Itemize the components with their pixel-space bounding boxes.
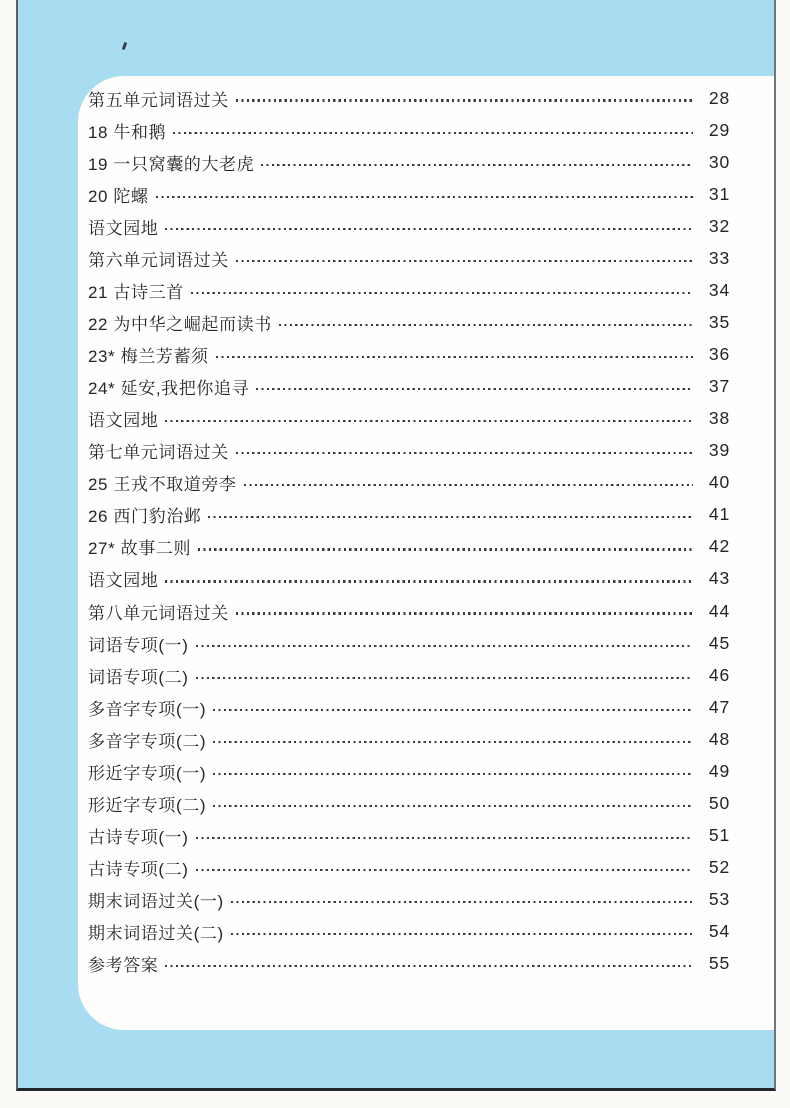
toc-entry-page-number: 37 <box>708 376 730 397</box>
toc-entry-page-number: 32 <box>708 215 730 236</box>
toc-entry <box>88 371 730 403</box>
dot-leader <box>196 645 693 647</box>
dot-leader <box>216 356 693 358</box>
dot-leader <box>156 196 693 198</box>
toc-entry-title: 25 王戎不取道旁李 <box>88 475 237 495</box>
toc-entry-title: 古诗专项(一) <box>88 827 189 847</box>
toc-entry-page-number: 35 <box>708 311 730 332</box>
toc-entry <box>88 691 730 723</box>
toc-entry-title: 21 古诗三首 <box>88 282 184 302</box>
toc-entry-title: 26 西门豹治邺 <box>88 507 202 527</box>
table-of-contents <box>88 82 730 980</box>
dot-leader <box>236 260 693 262</box>
toc-entry-title: 语文园地 <box>88 218 159 238</box>
dot-leader <box>196 677 693 679</box>
toc-entry <box>88 435 730 467</box>
toc-entry <box>88 916 730 948</box>
toc-entry <box>88 723 730 755</box>
dot-leader <box>231 901 693 903</box>
toc-entry <box>88 627 730 659</box>
toc-entry <box>88 306 730 338</box>
toc-entry-page-number: 48 <box>708 728 730 749</box>
toc-entry <box>88 146 730 178</box>
dot-leader <box>213 805 693 807</box>
toc-entry-page-number: 51 <box>708 824 730 845</box>
dot-leader <box>213 709 693 711</box>
toc-entry-page-number: 45 <box>708 632 730 653</box>
dot-leader <box>196 837 693 839</box>
toc-entry-page-number: 43 <box>708 568 730 589</box>
toc-entry-title: 第五单元词语过关 <box>88 90 229 110</box>
toc-entry <box>88 948 730 980</box>
toc-entry <box>88 755 730 787</box>
cover-speck-mark <box>122 42 128 51</box>
toc-entry-title: 第六单元词语过关 <box>88 250 229 270</box>
dot-leader <box>173 132 693 134</box>
dot-leader <box>191 292 693 294</box>
dot-leader <box>165 228 693 230</box>
dot-leader <box>231 933 693 935</box>
toc-entry-page-number: 39 <box>708 440 730 461</box>
toc-entry-page-number: 29 <box>708 119 730 140</box>
dot-leader <box>244 484 693 486</box>
toc-entry-title: 期末词语过关(二) <box>88 924 224 944</box>
toc-entry <box>88 210 730 242</box>
toc-entry-page-number: 53 <box>708 889 730 910</box>
toc-entry-title: 第七单元词语过关 <box>88 443 229 463</box>
toc-entry-page-number: 28 <box>708 87 730 108</box>
toc-entry-page-number: 50 <box>708 792 730 813</box>
toc-entry-title: 第八单元词语过关 <box>88 603 229 623</box>
dot-leader <box>196 869 693 871</box>
toc-entry <box>88 787 730 819</box>
dot-leader <box>198 548 693 550</box>
dot-leader <box>261 164 693 166</box>
dot-leader <box>236 452 693 454</box>
toc-entry-title: 20 陀螺 <box>88 186 149 206</box>
toc-entry-title: 期末词语过关(一) <box>88 892 224 912</box>
dot-leader <box>165 580 693 582</box>
toc-entry <box>88 467 730 499</box>
toc-entry-page-number: 34 <box>708 279 730 300</box>
toc-entry <box>88 499 730 531</box>
dot-leader <box>256 388 693 390</box>
toc-page <box>78 76 774 1030</box>
toc-entry-title: 词语专项(一) <box>88 635 189 655</box>
toc-entry-title: 古诗专项(二) <box>88 860 189 880</box>
toc-entry-page-number: 33 <box>708 247 730 268</box>
dot-leader <box>165 420 693 422</box>
toc-entry-title: 18 牛和鹅 <box>88 122 167 142</box>
toc-entry <box>88 339 730 371</box>
toc-entry <box>88 531 730 563</box>
toc-entry <box>88 595 730 627</box>
toc-entry-page-number: 44 <box>708 600 730 621</box>
toc-entry-page-number: 54 <box>708 921 730 942</box>
dot-leader <box>165 965 693 967</box>
toc-entry <box>88 82 730 114</box>
dot-leader <box>279 324 693 326</box>
toc-entry <box>88 884 730 916</box>
toc-entry-title: 27* 故事二则 <box>88 539 192 559</box>
toc-entry-page-number: 31 <box>708 183 730 204</box>
toc-entry-title: 语文园地 <box>88 411 159 431</box>
toc-entry-title: 22 为中华之崛起而读书 <box>88 314 272 334</box>
toc-entry-page-number: 49 <box>708 760 730 781</box>
toc-entry-page-number: 38 <box>708 408 730 429</box>
toc-entry <box>88 114 730 146</box>
toc-entry-page-number: 55 <box>708 953 730 974</box>
toc-entry-page-number: 36 <box>708 344 730 365</box>
toc-entry-title: 多音字专项(二) <box>88 731 207 751</box>
dot-leader <box>236 99 693 101</box>
toc-entry <box>88 819 730 851</box>
toc-entry <box>88 242 730 274</box>
toc-entry-page-number: 42 <box>708 536 730 557</box>
toc-entry-page-number: 47 <box>708 696 730 717</box>
toc-entry-page-number: 46 <box>708 664 730 685</box>
dot-leader <box>213 773 693 775</box>
toc-entry-title: 形近字专项(二) <box>88 795 207 815</box>
toc-entry <box>88 403 730 435</box>
toc-entry <box>88 274 730 306</box>
toc-entry-page-number: 40 <box>708 472 730 493</box>
toc-entry-title: 词语专项(二) <box>88 667 189 687</box>
dot-leader <box>213 741 693 743</box>
toc-entry-page-number: 52 <box>708 857 730 878</box>
toc-entry-title: 形近字专项(一) <box>88 763 207 783</box>
toc-entry-title: 语文园地 <box>88 571 159 591</box>
toc-entry-title: 参考答案 <box>88 956 159 976</box>
toc-entry <box>88 659 730 691</box>
toc-entry-title: 24* 延安,我把你追寻 <box>88 379 250 399</box>
toc-entry-title: 19 一只窝囊的大老虎 <box>88 154 255 174</box>
toc-entry <box>88 852 730 884</box>
toc-entry <box>88 178 730 210</box>
book-cover <box>16 0 776 1091</box>
dot-leader <box>236 612 693 614</box>
toc-entry <box>88 563 730 595</box>
dot-leader <box>208 516 693 518</box>
toc-entry-title: 多音字专项(一) <box>88 699 207 719</box>
toc-entry-page-number: 41 <box>708 504 730 525</box>
toc-entry-title: 23* 梅兰芳蓄须 <box>88 347 209 367</box>
toc-entry-page-number: 30 <box>708 151 730 172</box>
